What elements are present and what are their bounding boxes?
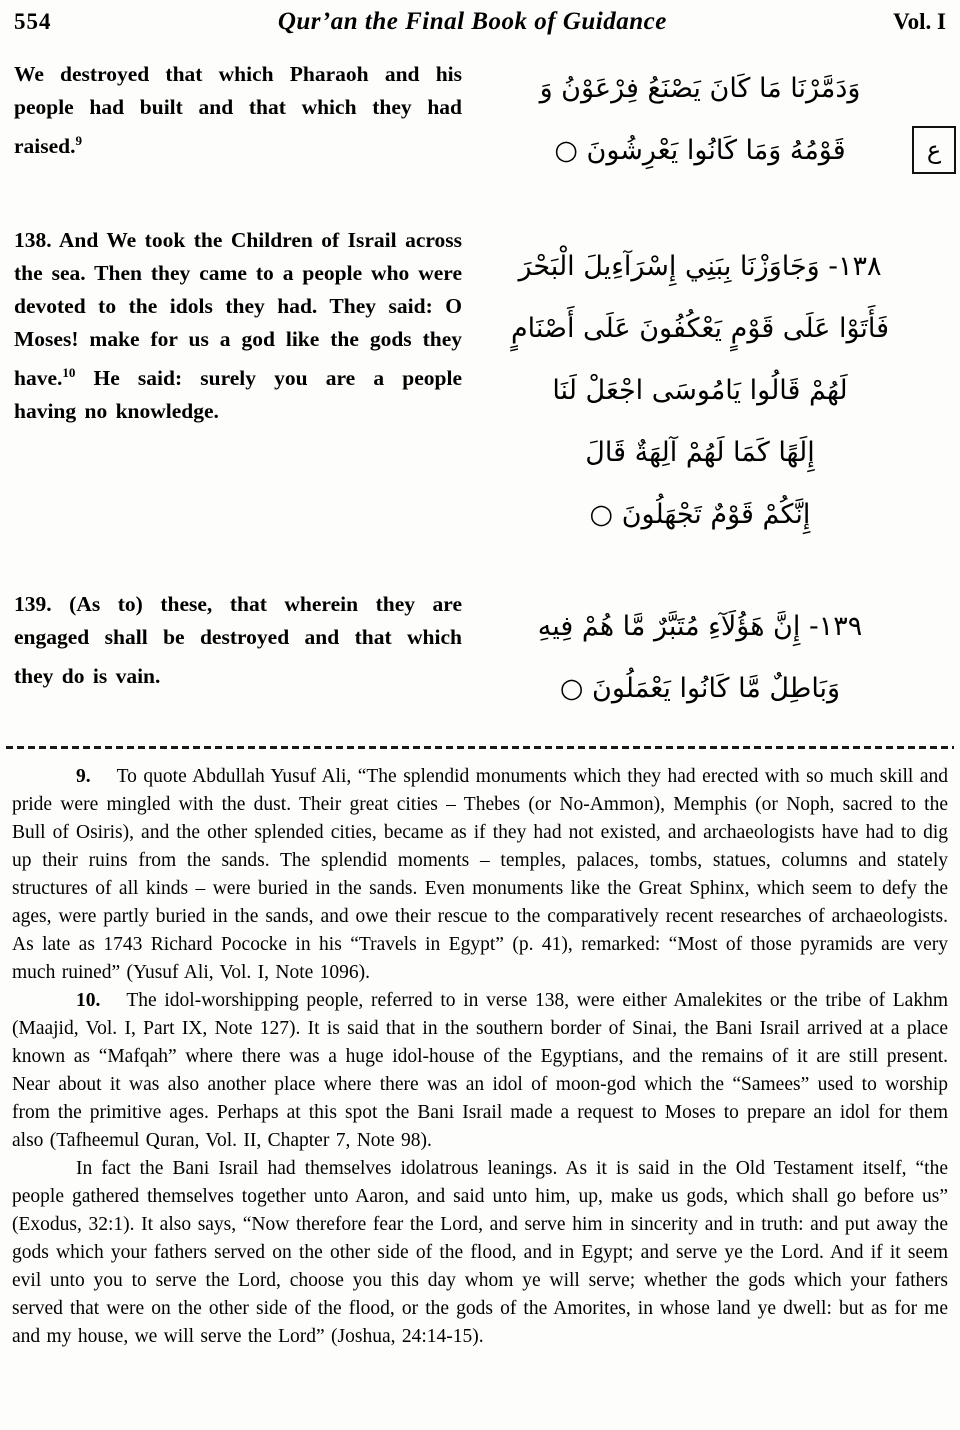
footnote-ref-10: 10 bbox=[62, 365, 76, 380]
verse-row-139 bbox=[14, 588, 946, 720]
book-title: Qur’an the Final Book of Guidance bbox=[277, 8, 667, 35]
arabic-line: قَوْمُهُ وَمَا كَانُوا يَعْرِشُونَ ○ bbox=[554, 135, 846, 166]
arabic-line: وَبَاطِلٌ مَّا كَانُوا يَعْمَلُونَ ○ bbox=[559, 673, 841, 704]
verse-area bbox=[0, 36, 960, 720]
ruku-marker-box bbox=[912, 126, 956, 174]
arabic-line: إِلَهًا كَمَا لَهُمْ آلِهَةٌ قَالَ bbox=[585, 437, 815, 468]
footnote-number: 9. bbox=[76, 766, 91, 787]
translation-column bbox=[14, 224, 462, 428]
volume-label: Vol. I bbox=[893, 9, 946, 34]
footnote-text: To quote Abdullah Yusuf Ali, “The splendid monuments which they had erected with so much skill and pride were mingled with the dust. Their great cities – Thebes (or No-Ammon), Memphis (or Noph, sacred to the Bull of Osiris), and the other splended cities, became as if they had not existed, and archaeologists have had to dig up their ruins from the sands. The splendid moments – temples, palaces, tombs, statues, columns and stately structures of all kinds – were buried in the sands. Even monuments like the Great Sphinx, which seem to defy the ages, were partly buried in the sands, and owe their rescue to the comparatively recent researches of archaeologists. As late as 1743 Richard Pococke in his “Travels in Egypt” (p. 41), remarked: “Most of those pyramids are very much ruined” (Yusuf Ali, Vol. I, Note 1096). bbox=[12, 766, 948, 983]
footnote-9 bbox=[12, 763, 948, 987]
translation-text-after: He said: surely you are a people having no knowledge. bbox=[14, 366, 462, 424]
footnote-10 bbox=[12, 987, 948, 1155]
arabic-verse-column bbox=[462, 588, 946, 720]
translation-text: 139. (As to) these, that wherein they are engaged shall be destroyed and that which they do is vain. bbox=[14, 592, 462, 689]
page-number: 554 bbox=[14, 9, 52, 34]
translation-text: 138. And We took the Children of Israil across the sea. Then they came to a people who were devoted to the idols they had. They said: O Moses! make for us a god like the gods they have. bbox=[14, 228, 462, 391]
footnote-ref-9: 9 bbox=[75, 133, 83, 148]
arabic-verse-column bbox=[462, 224, 946, 546]
translation-paragraph bbox=[14, 58, 462, 163]
arabic-line: ١٣٩- إِنَّ هَؤُلَآءِ مُتَبَّرٌ مَّا هُمْ فِيهِ bbox=[537, 611, 863, 642]
arabic-line: ١٣٨- وَجَاوَزْنَا بِبَنِي إِسْرَآءِيلَ الْبَحْرَ bbox=[518, 251, 882, 282]
footnote-text: The idol-worshipping people, referred to in verse 138, were either Amalekites or the tribe of Lakhm (Maajid, Vol. I, Part IX, Note 127). It is said that in the southern border of Sinai, the Bani Israil arrived at a place known as “Mafqah” where there was a huge idol-house of the Egyptians, and the remains of it are still present. Near about it was also another place where there was an idol of moon-god which the “Samees” used to worship from the primitive ages. Perhaps at this spot the Bani Israil made a request to Moses to prepare an idol for them also (Tafheemul Quran, Vol. II, Chapter 7, Note 98). bbox=[12, 990, 948, 1151]
footnote-number: 10. bbox=[76, 990, 101, 1011]
translation-paragraph bbox=[14, 224, 462, 428]
translation-column bbox=[14, 58, 462, 163]
arabic-line: لَهُمْ قَالُوا يَامُوسَى اجْعَلْ لَنَا bbox=[552, 375, 848, 406]
footnote-text: In fact the Bani Israil had themselves idolatrous leanings. As it is said in the Old Testament itself, “the people gathered themselves together unto Aaron, and said unto him, up, make us gods, which shall go before us” (Exodus, 32:1). It also says, “Now therefore fear the Lord, and serve him in sincerity and in truth: and put away the gods which your fathers served on the other side of the flood, and in Egypt; and serve ye the Lord. And if it seem evil unto you to serve the Lord, choose you this day whom ye will serve; whether the gods which your fathers served that were on the other side of the flood, or the gods of the Amorites, in whose land ye dwell: but as for me and my house, we will serve the Lord” (Joshua, 24:14-15). bbox=[12, 1158, 948, 1347]
translation-text: We destroyed that which Pharaoh and his people had built and that which they had raised. bbox=[14, 62, 462, 159]
ruku-marker-glyph: ع bbox=[926, 136, 942, 164]
verse-row-138 bbox=[14, 224, 946, 546]
arabic-line: وَدَمَّرْنَا مَا كَانَ يَصْنَعُ فِرْعَوْنُ وَ bbox=[539, 73, 861, 104]
arabic-line: فَأَتَوْا عَلَى قَوْمٍ يَعْكُفُونَ عَلَى أَصْنَامٍ bbox=[510, 313, 890, 344]
translation-paragraph bbox=[14, 588, 462, 693]
footnote-continuation bbox=[12, 1155, 948, 1351]
page-header bbox=[0, 0, 960, 36]
verse-row-137 bbox=[14, 58, 946, 182]
arabic-verse-column bbox=[462, 58, 946, 182]
translation-column bbox=[14, 588, 462, 693]
arabic-line: إِنَّكُمْ قَوْمٌ تَجْهَلُونَ ○ bbox=[589, 499, 811, 530]
footnotes-section bbox=[0, 761, 960, 1351]
footnote-separator-line bbox=[6, 746, 954, 749]
